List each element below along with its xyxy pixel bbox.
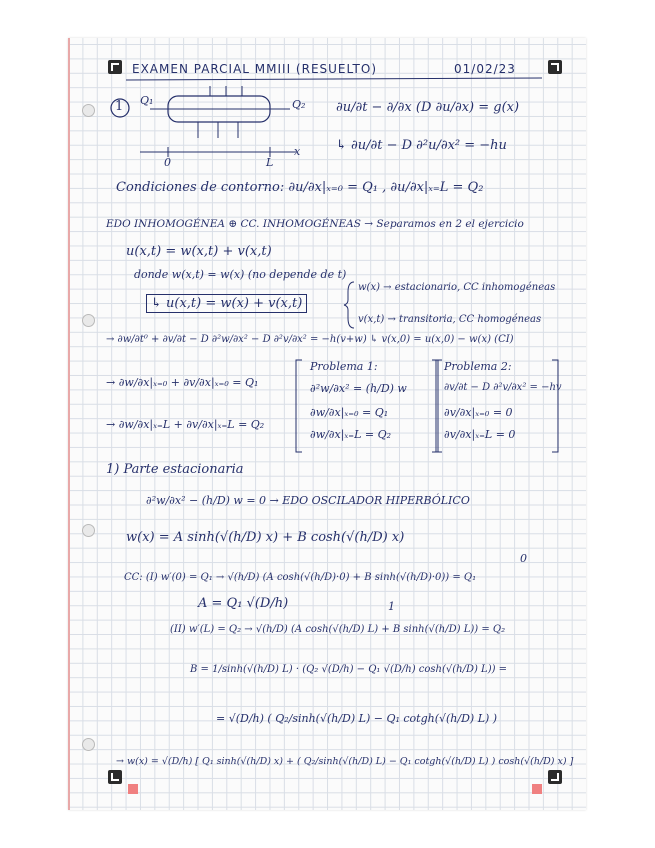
- ode-equation: ∂²w/∂x² − (h/D) w = 0 → EDO OSCILADOR HIPERBÓLICO: [146, 494, 470, 507]
- problem-2-bc-right: ∂v/∂x|ₓ₌L = 0: [444, 428, 516, 441]
- part-heading: 1) Parte estacionaria: [106, 462, 244, 477]
- cc1-one-note: 1: [388, 600, 395, 613]
- bc-left-sum: → ∂w/∂x|ₓ₌₀ + ∂v/∂x|ₓ₌₀ = Q₁: [106, 376, 259, 389]
- problem-1-title: Problema 1:: [310, 360, 378, 373]
- brace-transient: v(x,t) → transitoria, CC homogéneas: [358, 314, 542, 325]
- general-solution: w(x) = A sinh(√(h/D) x) + B cosh(√(h/D) x): [126, 530, 405, 545]
- condition-1: CC: (I) w′(0) = Q₁ → √(h/D) (A cosh(√(h/D)·0) + B sinh(√(h/D)·0)) = Q₁: [124, 572, 477, 583]
- boxed-equation: ↳ u(x,t) = w(x) + v(x,t): [146, 294, 307, 313]
- flux-left-label: Q₁: [140, 94, 154, 107]
- pde-with-h: ↳ ∂u/∂t − D ∂²u/∂x² = −hu: [336, 138, 507, 153]
- axis-origin-label: 0: [164, 156, 171, 169]
- flux-right-label: Q₂: [292, 98, 306, 111]
- substituted-equation: → ∂w/∂t⁰ + ∂v/∂t − D ∂²w/∂x² − D ∂²v/∂x² = −h(v+w) ↳ v(x,0) = u(x,0) − w(x) (CI): [106, 334, 514, 345]
- pde-equation: ∂u/∂t − ∂/∂x (D ∂u/∂x) = g(x): [336, 100, 520, 115]
- brace-stationary: w(x) → estacionario, CC inhomogéneas: [358, 282, 556, 293]
- cc1-zero-note: 0: [520, 552, 527, 565]
- problem-1-bc-left: ∂w/∂x|ₓ₌₀ = Q₁: [310, 406, 389, 419]
- a-value: A = Q₁ √(D/h): [198, 596, 289, 611]
- split-equation: u(x,t) = w(x,t) + v(x,t): [126, 244, 272, 259]
- b-value: B = 1/sinh(√(h/D) L) · (Q₂ √(D/h) − Q₁ √(D/h) cosh(√(h/D) L)) =: [190, 664, 508, 675]
- edo-heading: EDO INHOMOGÉNEA ⊕ CC. INHOMOGÉNEAS → Separamos en 2 el ejercicio: [106, 218, 524, 230]
- condition-2: (II) w′(L) = Q₂ → √(h/D) (A cosh(√(h/D) L) + B sinh(√(h/D) L)) = Q₂: [170, 624, 506, 635]
- axis-length-label: L: [266, 156, 274, 169]
- problem-2-bc-left: ∂v/∂x|ₓ₌₀ = 0: [444, 406, 513, 419]
- exam-title: EXAMEN PARCIAL MMIII (RESUELTO): [132, 62, 377, 76]
- problem-1-bc-right: ∂w/∂x|ₓ₌L = Q₂: [310, 428, 392, 441]
- final-solution: → w(x) = √(D/h) [ Q₁ sinh(√(h/D) x) + ( Q₂/sinh(√(h/D) L) − Q₁ cotgh(√(h/D) L) ) cosh(√(h/D) x) ]: [116, 756, 574, 767]
- boundary-conditions: Condiciones de contorno: ∂u/∂x|ₓ₌₀ = Q₁ , ∂u/∂x|ₓ₌L = Q₂: [116, 180, 484, 195]
- exam-date: 01/02/23: [454, 62, 516, 76]
- problem-number: 1: [115, 99, 124, 114]
- donde-line: donde w(x,t) = w(x) (no depende de t): [134, 268, 347, 281]
- bc-right-sum: → ∂w/∂x|ₓ₌L + ∂v/∂x|ₓ₌L = Q₂: [106, 418, 265, 431]
- b-value-simplified: = √(D/h) ( Q₂/sinh(√(h/D) L) − Q₁ cotgh(√(h/D) L) ): [216, 712, 498, 725]
- axis-variable-label: x: [294, 145, 301, 158]
- problem-2-equation: ∂v/∂t − D ∂²v/∂x² = −hv: [444, 382, 562, 393]
- problem-2-title: Problema 2:: [444, 360, 512, 373]
- problem-1-equation: ∂²w/∂x² = (h/D) w: [310, 382, 407, 395]
